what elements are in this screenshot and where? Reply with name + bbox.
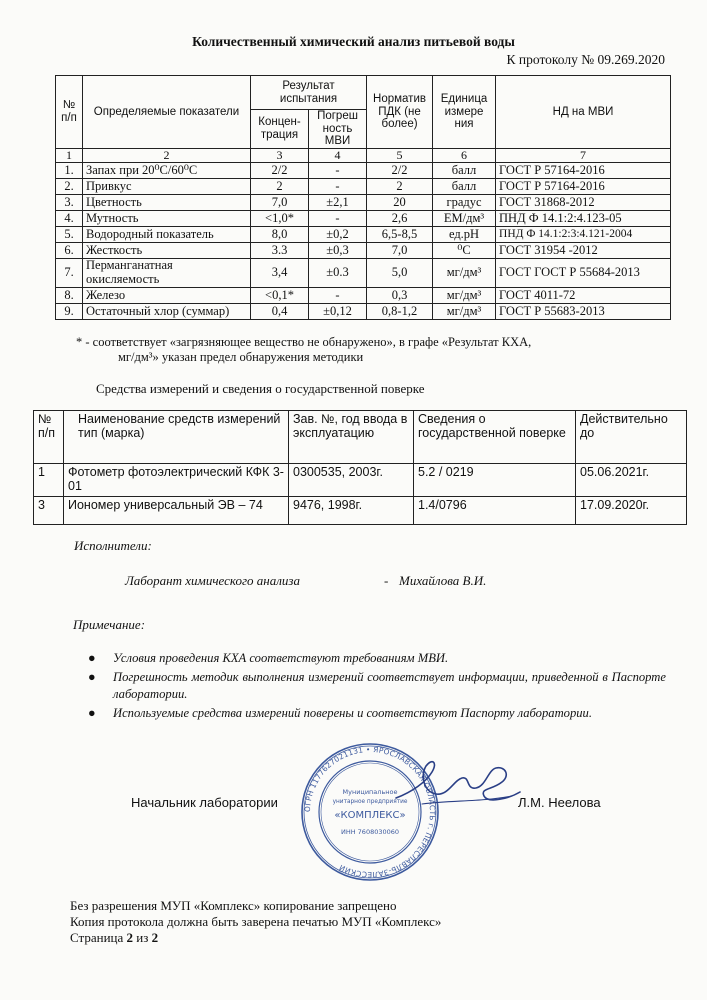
notes-list <box>88 650 666 724</box>
instrument-valid: 05.06.2021г. <box>576 464 687 497</box>
row-number: 8. <box>56 288 83 304</box>
method-doc: ГОСТ 31868-2012 <box>496 195 671 211</box>
norm: 2,6 <box>367 211 433 227</box>
error: ±2,1 <box>309 195 367 211</box>
concentration: 7,0 <box>251 195 309 211</box>
error: ±0,3 <box>309 243 367 259</box>
col-number: 2 <box>83 148 251 162</box>
table-row <box>56 227 671 243</box>
page-current: 2 <box>126 930 134 945</box>
method-doc: ГОСТ Р 55683-2013 <box>496 304 671 320</box>
col-number: 4 <box>309 148 367 162</box>
unit: мг/дм³ <box>433 288 496 304</box>
unit: мг/дм³ <box>433 304 496 320</box>
list-item <box>88 705 666 722</box>
note-text: Условия проведения КХА соответствуют требованиям МВИ. <box>113 651 449 665</box>
unit: мг/дм³ <box>433 259 496 288</box>
error: - <box>309 163 367 179</box>
indicator-name: Привкус <box>83 179 251 195</box>
col-number: 7 <box>496 148 671 162</box>
col-header-unit: Единица измере ния <box>433 76 496 149</box>
row-number: 5. <box>56 227 83 243</box>
bullet-icon: ● <box>88 651 96 665</box>
seal-outer-text: ОГРН 1177627021131 • ЯРОСЛАВСКАЯ ОБЛАСТЬ г. ПЕРЕСЛАВЛЬ-ЗАЛЕССКИЙ <box>302 744 438 880</box>
table-row <box>56 179 671 195</box>
error: - <box>309 288 367 304</box>
chief-role: Начальник лаборатории <box>131 795 278 810</box>
error: - <box>309 211 367 227</box>
col-header-nd: НД на МВИ <box>496 76 671 149</box>
method-doc: ГОСТ Р 57164-2016 <box>496 163 671 179</box>
instruments-section-title: Средства измерений и сведения о государственной поверке <box>96 381 425 396</box>
table-row <box>56 211 671 227</box>
row-number: 9. <box>56 304 83 320</box>
col-header-norm: Норматив ПДК (не более) <box>367 76 433 149</box>
seal-inn: ИНН 7608030060 <box>340 828 400 836</box>
col-header-name: Наименование средств измерений тип (марка) <box>64 411 289 464</box>
method-doc: ГОСТ Р 57164-2016 <box>496 179 671 195</box>
list-item <box>88 669 666 703</box>
note-text: Погрешность методик выполнения измерений соответствует информации, приведенной в Паспорте лаборатории. <box>113 670 666 701</box>
page-number <box>70 930 158 946</box>
instrument-serial: 0300535, 2003г. <box>289 464 414 497</box>
error: ±0,12 <box>309 304 367 320</box>
seal-inner-line-1: Муниципальное <box>342 788 398 796</box>
document-title: Количественный химический анализ питьевой воды <box>192 34 515 49</box>
col-number: 1 <box>56 148 83 162</box>
row-number: 6. <box>56 243 83 259</box>
norm: 2 <box>367 179 433 195</box>
copy-restriction: Без разрешения МУП «Комплекс» копирование запрещено <box>70 898 397 913</box>
note-text: Используемые средства измерений поверены и соответствуют Паспорту лаборатории. <box>113 706 593 720</box>
row-number: 1. <box>56 163 83 179</box>
bullet-icon: ● <box>88 670 96 684</box>
norm: 0,3 <box>367 288 433 304</box>
method-doc: ГОСТ 31954 -2012 <box>496 243 671 259</box>
unit: ⁰С <box>433 243 496 259</box>
error: ±0,2 <box>309 227 367 243</box>
method-doc: ПНД Ф 14.1:2:3:4.121-2004 <box>496 227 671 243</box>
concentration: 8,0 <box>251 227 309 243</box>
norm: 5,0 <box>367 259 433 288</box>
indicator-name: Водородный показатель <box>83 227 251 243</box>
concentration: 3.3 <box>251 243 309 259</box>
row-number: 3. <box>56 195 83 211</box>
col-header-serial: Зав. №, год ввода в эксплуатацию <box>289 411 414 464</box>
table-row <box>56 243 671 259</box>
footnote-line-1: * - соответствует «загрязняющее вещество не обнаружено», в графе «Результат КХА, <box>76 335 532 349</box>
error: - <box>309 179 367 195</box>
indicator-name: Остаточный хлор (суммар) <box>83 304 251 320</box>
instruments-table <box>33 410 687 525</box>
norm: 20 <box>367 195 433 211</box>
col-header-result: Результат испытания <box>251 76 367 110</box>
page-mid: из <box>136 930 149 945</box>
seal-center-text: «КОМПЛЕКС» <box>334 810 406 821</box>
concentration: 2/2 <box>251 163 309 179</box>
concentration: <0,1* <box>251 288 309 304</box>
concentration: 3,4 <box>251 259 309 288</box>
instrument-name: Фотометр фотоэлектрический КФК 3-01 <box>64 464 289 497</box>
indicator-name: Мутность <box>83 211 251 227</box>
error: ±0.3 <box>309 259 367 288</box>
col-number: 3 <box>251 148 309 162</box>
norm: 6,5-8,5 <box>367 227 433 243</box>
protocol-number: К протоколу № 09.269.2020 <box>506 52 665 67</box>
table-row <box>56 288 671 304</box>
norm: 0,8-1,2 <box>367 304 433 320</box>
notes-label: Примечание: <box>73 617 146 632</box>
table-row <box>56 304 671 320</box>
row-number: 1 <box>34 464 64 497</box>
performer-role: Лаборант химического анализа <box>125 573 300 588</box>
method-doc: ГОСТ ГОСТ Р 55684-2013 <box>496 259 671 288</box>
table-row <box>56 163 671 179</box>
unit: балл <box>433 163 496 179</box>
unit: ЕМ/дм³ <box>433 211 496 227</box>
instrument-valid: 17.09.2020г. <box>576 496 687 524</box>
col-header-indicator: Определяемые показатели <box>83 76 251 149</box>
analysis-table <box>55 75 671 320</box>
col-number: 5 <box>367 148 433 162</box>
table-row <box>34 496 687 524</box>
unit: ед.pH <box>433 227 496 243</box>
col-header-verification: Сведения о государственной поверке <box>414 411 576 464</box>
row-number: 4. <box>56 211 83 227</box>
indicator-name: Перманганатная окисляемость <box>83 259 251 288</box>
concentration: <1,0* <box>251 211 309 227</box>
instrument-verification: 5.2 / 0219 <box>414 464 576 497</box>
seal-inner-line-2: унитарное предприятие <box>332 799 408 805</box>
concentration: 0,4 <box>251 304 309 320</box>
table-row <box>56 195 671 211</box>
indicator-name: Жесткость <box>83 243 251 259</box>
signature-icon <box>392 752 524 816</box>
instrument-verification: 1.4/0796 <box>414 496 576 524</box>
norm: 2/2 <box>367 163 433 179</box>
concentration: 2 <box>251 179 309 195</box>
footnote-line-2: мг/дм³» указан предел обнаружения методики <box>118 350 364 364</box>
performers-label: Исполнители: <box>74 538 152 553</box>
col-header-conc: Концен-трация <box>251 110 309 149</box>
unit: градус <box>433 195 496 211</box>
method-doc: ГОСТ 4011-72 <box>496 288 671 304</box>
col-header-error: Погреш ность МВИ <box>309 110 367 149</box>
method-doc: ПНД Ф 14.1:2:4.123-05 <box>496 211 671 227</box>
performer-dash: - <box>384 573 389 588</box>
col-number: 6 <box>433 148 496 162</box>
chief-name: Л.М. Неелова <box>518 795 601 810</box>
norm: 7,0 <box>367 243 433 259</box>
table-row <box>34 464 687 497</box>
bullet-icon: ● <box>88 706 96 720</box>
indicator-name: Железо <box>83 288 251 304</box>
instrument-serial: 9476, 1998г. <box>289 496 414 524</box>
col-header-no: № п/п <box>56 76 83 149</box>
col-header-no: № п/п <box>34 411 64 464</box>
unit: балл <box>433 179 496 195</box>
page-prefix: Страница <box>70 930 124 945</box>
indicator-name: Цветность <box>83 195 251 211</box>
list-item <box>88 650 666 667</box>
indicator-name: Запах при 20⁰С/60⁰С <box>83 163 251 179</box>
page-total: 2 <box>151 930 159 945</box>
performer-name: Михайлова В.И. <box>399 573 487 588</box>
instrument-name: Иономер универсальный ЭВ – 74 <box>64 496 289 524</box>
row-number: 7. <box>56 259 83 288</box>
row-number: 3 <box>34 496 64 524</box>
copy-certification: Копия протокола должна быть заверена печатью МУП «Комплекс» <box>70 914 442 929</box>
row-number: 2. <box>56 179 83 195</box>
col-header-valid: Действительно до <box>576 411 687 464</box>
table-row <box>56 259 671 288</box>
